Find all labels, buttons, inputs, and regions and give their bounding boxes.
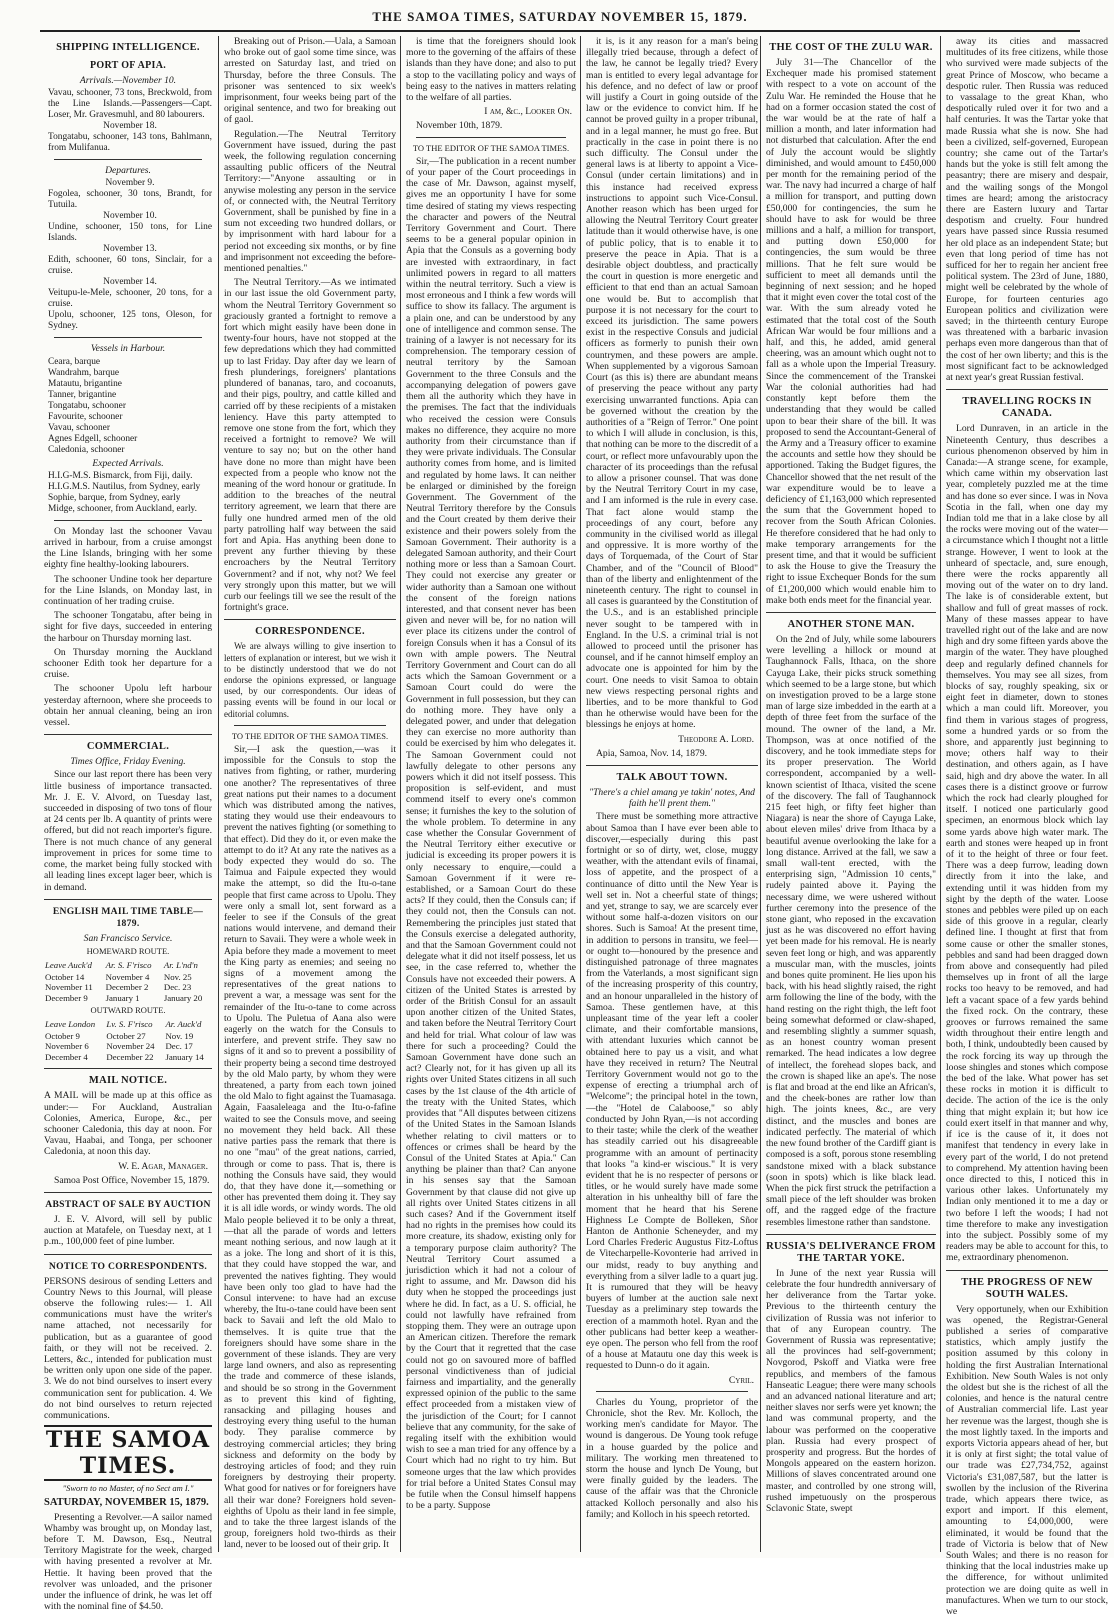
harbour-list [44,357,212,456]
list-item: Wandrahm, barque [48,367,120,378]
table-header: Ar. Auck'd [165,1019,202,1030]
homeward-table [44,959,212,1003]
stone-man-body: On the 2nd of July, while some labourers were levelling a hillock or mound at Taughannock Falls, Ithaca, on the shore Cayuga Lake, their picks struck something which seemed to be a large stone, but which on investigation proved to be a large stone man of large size imbedded in the earth at a depth of three feet from the surface of the mound. The owner of the land, a Mr. Thompson, was at once notified of the discovery, and he took immediate steps for its proper preservation. The World correspondent, accompanied by a well-known scientist of Ithaca, visited the scene of the discovery. The fall of Taughannock 215 feet high, or fifty feet higher than Niagara) is near the shore of Cayuga Lake, about eleven miles' drive from Ithaca by a beautiful avenue overlooking the lake for a long distance. Arrived at the fall, we saw a small wall-tent erected, with the enterprising sign, "Admission 10 cents," rudely painted above it. Paying the necessary dime, we were ushered without further ceremony into the presence of the stone giant, who reposed in the excavation just as he was discovered no effort having yet been made for his removal. He is nearly seven feet long or high, and was apparently a muscular man, with the muscles, joints and bones quite prominent. He lies upon his back, with his head slightly raised, the right arm following the line of the body, with the hand resting on the right thigh, the left foot being somewhat deformed or claw-shaped, and resembling slightly a summer squash, as an honest country woman present remarked. The head indicates a low degree of intellect, the forehead slopes back, and the crown is shaped like an ape's. The nose is flat and broad at the end like an African's, and the cheek-bones are rather low than high. The joints knees, &c., are very distinct, and the muscles and bones are indicated perfectly. The material of which the new found brother of the Cardiff giant is composed is a soft, porous stone resembling sandstone mixed with a black substance (soon in spots) which is like black lead. When the pick first struck the petrifaction a small piece of the left shoulder was broken off, and the ragged edge of the fracture resembles limestone rather than sandstone. [766,633,936,1228]
article-para: Regulation.—The Neutral Territory Government have issued, during the past week, the following regulation concerning assaulting public officers of the Neutral Territory:—"Anyone assaulting or in anywise molesting any person in the service of, or connected with, the Neutral Territory Government, shall be punished by fine in a sum not exceeding two hundred dollars, or by imprisonment with hard labour for a period not exceeding six months, or by fine and imprisonment not exceeding the before-mentioned penalties." [224,128,396,275]
list-item: Fogolea, schooner, 30 tons, Brandt, for Tutuila. [48,189,212,211]
table-row [44,1041,212,1052]
list-item: Veitupu-le-Mele, schooner, 20 tons, for a cruise. [48,288,212,310]
correspondents-body: PERSONS desirous of sending Letters and Country News to this Journal, will please observe the following rules:— 1. All communications must have the writer's name attached, not necessarily for publication, but as a guarantee of good faith, or they will not be received. 2. Letters, &c., intended for publication must be written only upon one side of the paper. 3. We do not bind ourselves to insert every communication sent for publication. 4. We do not bind ourselves to return rejected communications. [44,1275,212,1421]
list-item: November 9. [105,178,155,189]
article-para: Charles du Young, proprietor of the Chronicle, shot the Rev. Mr. Kolloch, the working men's candidate for Mayor. The wound is dangerous. De Young took refuge in a house guarded by the police and military. The working men threatened to storm the house and lynch De Young, but were finally guided by the leaders. The cause of the affair was that the Chronicle attacked Kolloch personally and also his family; and Kolloch in his speech retorted. [586,1396,758,1520]
newspaper-title: THE SAMOA TIMES. [45,1427,211,1480]
table-cell: October 27 [106,1030,146,1041]
shipping-para: The schooner Upolu left harbour yesterday afternoon, where she proceeds to obtain her annual cleaning, being an iron vessel. [44,683,212,729]
table-cell: October 9 [45,1030,80,1041]
list-item: Undine, schooner, 150 tons, for Line Islands. [48,222,212,244]
arrivals-list [44,88,212,154]
column-3 [406,36,576,1552]
table-row [44,982,212,993]
mail-table-heading: ENGLISH MAIL TIME TABLE—1879. [52,905,204,929]
list-item: November 14. [103,277,157,288]
masthead-text: THE SAMOA TIMES, SATURDAY NOVEMBER 15, 1879. [372,9,748,24]
talk-quote: "There's a chiel amang ye takin' notes, And faith he'll prent them." [589,787,755,810]
russia-heading: RUSSIA'S DELIVERANCE FROM THE TARTAR YOKE. [766,1240,936,1264]
correspondence-heading: CORRESPONDENCE. [255,626,365,638]
shipping-para: The schooner Undine took her departure for the Line Islands, on Monday last, in continuation of her trading cruise. [44,573,212,608]
table-cell: December 9 [45,992,88,1003]
list-item: Upolu, schooner, 125 tons, Oleson, for Sydney. [48,310,212,332]
commercial-heading: COMMERCIAL. [86,741,170,753]
homeward-heading: HOMEWARD ROUTE. [86,945,170,956]
table-cell: December 4 [45,1051,88,1062]
auction-heading: ABSTRACT OF SALE BY AUCTION [45,1198,211,1210]
mail-notice-body: A MAIL will be made up at this office as under:— For Auckland, Australian Colonies, America, Europe, &c., per schooner Caledonia, this day at noon. For Vavau, Haabai, and Tonga, per schooner Caledonia, at noon this day. [44,1090,212,1158]
table-row [44,1052,212,1063]
list-item: Caledonia, schooner [48,444,125,455]
table-header: Lv. S. F'risco [106,1019,153,1030]
list-item: Agnes Edgell, schooner [48,433,138,444]
list-item: H.I.G.M.S. Nautilus, from Sydney, early [48,481,201,492]
table-row [44,1031,212,1042]
nsw-body: Very opportunely, when our Exhibition was opened, the Registrar-General published a series of comparative statistics, which amply justify the position assumed by this colony in holding the first Australian International Exhibition. New South Wales is not only the oldest but she is the richest of all the colonies, and hence is the natural centre of Australian commercial life. Last year her revenue was the largest, though she is the most lightly taxed. In the imports and exports Victoria appears ahead of her, but it is only at first sight; the total value of our trade was £27,734,752, against Victoria's £31,087,587, but the latter is swollen by the inclusion of the Riverina trade, which appears there twice, as export and import. If this element, amounting to £4,000,000, were eliminated, it would be found that the trade of Victoria is below that of New South Wales; and there is no reason for thinking that the local industries make up the difference, for without unlimited protection we are doing quite as well in manufactures. When we turn to our stock, we [946,1303,1108,1617]
table-cell: November 4 [105,971,150,982]
letter-date: Apia, Samoa, Nov. 14, 1879. [596,747,708,759]
stone-man-heading: ANOTHER STONE MAN. [787,618,915,630]
russia-body-cont: away its cities and massacred multitudes of its free citizens, while those who survived were made subjects of the great Prince of Moscow, who became a despotic ruler. Then Russia was reduced to vassalage to the great Khan, who despotically ruled over it for two and a half centuries. It was the Tartar yoke that made Russia what she is now. She had been a civilized, self-governed, European country; she came out of the Tartar's hands but the yoke is still felt among the peasantry; there are misery and despair, and the wailing songs of the Mongol times are heard; among the aristocracy there are Eastern luxury and Tartar despotism and cruelty. Four hundred years have passed since Russia resumed her old place as an independent State; but even that long period of time has not sufficed for her to regain her ancient free political system. The 23rd of June, 1880, might well be celebrated by the whole of Europe, for fourteen centuries ago European politics and civilization were saved; in the thirteenth century Europe was threatened with a barbaric invasion perhaps even more dangerous than that of the cost of her own liberty; and this is the most significant fact to be acknowledged at next year's great Russian festival. [946,36,1108,384]
table-cell: January 14 [165,1051,204,1062]
shipping-para: On Monday last the schooner Vavau arrived in harbour, from a cruise amongst the Line Islands, bringing with her some eighty fine healthy-looking labourers. [44,525,212,571]
canada-body: Lord Dunraven, in an article in the Nineteenth Century, thus describes a curious phenomenon observed by him in Canada:—A strange scene, for example, which came within my observation last year, completely puzzled me at the time and has done so ever since. I was in Nova Scotia in the fall, when one day my Indian told me that in a lake close by all the rocks were moving out of the water—a circumstance which I thought not a little strange. However, I went to look at the unheard of spectacle, and, sure enough, there were the rocks apparently all moving out of the water on to dry land. The lake is of considerable extent, but shallow and full of great masses of rock. Many of these masses appear to have travelled right out of the lake and are now high and dry some fifteen yards above the margin of the water. They have ploughed deep and regularly defined channels for themselves. You may see all sizes, from blocks of say, roughly speaking, six or eight feet in diameter, down to stones which a man could lift. Moreover, you find them in various stages of progress, some a hundred yards or so from the shore, and apparently just beginning to move; others half way to their destination, and others again, as I have said, high and dry above the water. In all cases there is a distinct groove or furrow which the rock had clearly ploughed for itself. I noticed one particularly good specimen, an enormous block which lay some yards above high water mark. The earth and stones were heaped up in front of it to the height of three or four feet. There was a deep furrow, leading down directly from it into the lake, and extending until it was hidden from my sight by the depth of the water. Loose stones and pebbles were piled up on each side of this groove in a regular, clearly defined line. I thought at first that from some cause or other the smaller stones, pebbles and sand had been dragged down from above and consequently had piled themselves up in front of all the large rocks too heavy to be removed, and had left a vacant space of a few yards behind the fixed rock. On the contrary, these grooves or furrows remained the same width throughout their entire length and both, I think, undoubtedly been caused by the rock forcing its way up through the loose shingles and stones which compose the bed of the lake. What power has set these rocks in motion it is difficult to decide. The action of the ice is the only thing that might explain it; but how ice could exert itself in that manner and why, if ice is the cause of it, it does not manifest that tendency in every lake in every part of the world, I do not pretend to comprehend. My attention having been once directed to this, I noticed this in various other lakes. Unfortunately my Indian only mentioned it to me a day or two before I left the woods; I had not time therefore to make any investigation into the subject. Possibly some of my readers may be able to account for this, to me, extraordinary phenomenon. [946,423,1108,1264]
table-cell: November 6 [45,1041,89,1052]
column-divider [940,36,941,1552]
arrivals-heading: Arrivals.—November 10. [79,75,177,86]
shipping-para: On Thursday morning the Auckland schooner Edith took her departure for a cruise. [44,646,212,681]
harbour-heading: Vessels in Harbour. [90,343,166,355]
table-header: Leave Auck'd [45,960,92,971]
page-masthead [40,4,1080,32]
talk-body: There must be something more attractive about Samoa than I have ever been able to discover,—especially during this past fortnight or so of dirty, wet, close, muggy weather, with the attendant evils of finamai, loss of appetite, and the prospect of a continuance of ditto until the New Year is well set in. Not a cheerful state of things; and yet, strange to say, we are scarcely ever without some half-a-dozen visitors on our shores. Such is Samoa! At the present time, in addition to persons in transitu, we feel—or ought to—honoured by the presence and distinguished patronage of three magnates from the Vaterlands, a most significant sign of the increasing prosperity of this country, and an honour unparalleled in the history of Samoa. These gentlemen have, at this unpleasant time of the year left a cooler climate, and their comfortable mansions, with attendant luxuries which cannot be obtained here to pay us a visit, and what have they received in return? The Neutral Territory Government would not go to the expense of erecting a triumphal arch of "Welcome"; the principal hotel in the town,—the "Hotel de Calaboose," so ably conducted by John Ryan,—is not according to their taste; while the clerk of the weather has steadily carried out his disagreeable programme with an amount of pertinacity that looks "a kind-er wiscious." It is very evident that he is no respecter of persons or titles, or he would surely have made some alteration in his unhealthy bill of fare the moment that he heard that his Serene Highness Le Compte de Bolleken, Sñor Hanton de Anthonie Scheneyder, and my Lord Charles Frederic Augustus Fitz-Loftus de Vitecharpelle-Kovonterie had arrived in our midst, ready to buy anything and everything from a silver ladle to a quart jug. It is rumoured that they will be heavy buyers of lumber at the auction sale next Tuesday as a preliminary step towards the erection of a mammoth hotel. Ryan and the other publicans had better keep a weather-eye open. The person who fell from the roof of a house at Matautu one day this week is requested to Dunn-o do it again. [586,811,758,1372]
correspondents-heading: NOTICE TO CORRESPONDENTS. [48,1260,208,1272]
table-row [44,972,212,983]
mail-table-sub: San Francisco Service. [83,932,173,944]
talk-signature: Cyril. [728,1374,754,1386]
list-item: Midge, schooner, from Auckland, early. [48,503,197,514]
commercial-sub: Times Office, Friday Evening. [70,756,186,768]
list-item: Tongatabu, schooner, 143 tons, Bahlmann, from Mulifanua. [48,132,212,154]
zulu-body: July 31—The Chancellor of the Exchequer made his promised statement with respect to a vote on account of the Zulu War. He reminded the House that he had on a former occasion stated the cost of the war would be at the rate of half a million a month, and later information had not disturbed that calculation. After the end of July the account would be slightly diminished, and would amount to £450,000 per month for the remaining period of the war. The navy had incurred a charge of half a million for transport, and putting down £50,000 for contingencies, the sum he should have to ask for would be three millions and a half, a million for transport, and putting down £50,000 for contingencies, the sum would be three millions. That he felt sure would be sufficient to meet all demands until the beginning of next session; and he hoped that it might even cover the total cost of the war. With the sum already voted he estimated that the total cost of the South African War would be four millions and a half, and this, he added, amid general cheering, was an amount which ought not to fall as a whole upon the Imperial Treasury. Since the commencement of the Transkei War the colonial authorities had had constantly kept before them the understanding that they would be called upon to bear their share of the bill. It was proposed to send the Accountant-General of the Army and a Treasury officer to examine the accounts and settle how they should be apportioned. Taking the Budget figures, the Chancellor showed that the net result of the war expenditure would be to leave a deficiency of £1,163,000 which represented the sum that the Government hoped to recover from the South African Colonies. He therefore considered that he had only to make temporary arrangements for the present time, and that it would be sufficient to ask the House to give the Treasury the right to issue Exchequer Bonds for the sum of £1,200,000 which would enable him to make both ends meet for the financial year. [766,57,936,606]
shipping-heading: SHIPPING INTELLIGENCE. [56,42,200,53]
canada-heading: TRAVELLING ROCKS IN CANADA. [962,396,1092,420]
article-para: Breaking out of Prison.—Uala, a Samoan who broke out of gaol some time since, was arrested on Saturday last, and tried on Thursday, before the three Consuls. The prisoner was sentenced to six week's imprisonment, four weeks being part of the original sentence, and two for breaking out of gaol. [224,36,396,126]
table-cell: Dec. 17 [165,1041,193,1052]
column-2 [224,36,396,1552]
column-4 [586,36,758,1552]
column-6 [946,36,1108,1617]
list-item: November 18. [103,121,157,132]
newspaper-motto: "Sworn to no Master, of no Sect am I." [62,1483,194,1494]
list-item: H.I.G-M.S. Bismarck, from Fiji, daily. [48,470,193,481]
article-para: The Neutral Territory.—As we intimated in our last issue the old Government party, whom the Neutral Territory Government so graciously granted a fortnight to remove a fort which might easily have been done in twenty-four hours, have not stopped at the few depredations which they had committed up to last Friday. Day after day we learn of fresh plunderings, foreigners' plantations plundered of bananas, taro, and cocoanuts, and their pigs, poultry, and cattle killed and carried off by these recipients of a mistaken leniency. Have this party attempted to remove one stone from the fort, which they received a fortnight to remove? We will venture to say no; but on the other hand have done no more than might have been expected from a people who know not the meaning of the word honour or gratitude. In addition to the breaches of the neutral territory agreement, we learn that there are fully one hundred armed men of the old party patrolling half way between the said fort and Apia. Has anything been done to prevent any further thieving by these encroachers by the Neutral Territory Government? and if not, why not? We feel very strongly upon this matter, but we will curb our feelings till we see the result of the fortnight's grace. [224,277,396,614]
table-cell: Dec. 23 [163,982,192,993]
correspondence-intro: We are always willing to give insertion to letters of explanation or interest, but we wish it to be distinctly understood that we do not endorse the opinions expressed, or language used, by our correspondents. Our ideas of passing events will be found in our local or editorial columns. [224,641,396,719]
table-header: Leave London [45,1019,96,1030]
list-item: November 10. [103,211,157,222]
mail-notice-heading: MAIL NOTICE. [88,1075,168,1087]
letter-signature: Theodore A. Lord. [678,733,754,745]
talk-heading: TALK ABOUT TOWN. [616,772,728,783]
letter-body: Sir,—I ask the question,—was it impossible for the Consuls to stop the natives from fighting, or rather, murdering one another? The representatives of three great nations put their names to a document which was distributed among the natives, stating they would use their endeavours to prevent the natives fighting (or something to that effect). Did they do it, or even make the attempt to do it? At any rate the natives as a body expected they would do so. The Taimua and Faipule expected they would make the attempt, so did the Itu-o-tane people that first came across to Upolu. They were only a small lot, sent forward as a feeler to see if the Consuls of the great nations would intervene, and demand their return to Savaii. They were a whole week in Apia before they made a movement to meet the King party as enemies; and seeing no signs of a movement among the representatives of the great nations to prevent a war, a message was sent for the remainder of the Itu-o-tane to come across to Upolu. The Puletua of Aana also were eagerly on the watch for the Consuls to interfere, and prevent strife. They saw no signs of it and so to prevent a possibility of their property being a second time destroyed by the old Malo party, by whom they were threatened, a party from each town joined the old Malo to fight against the Tuamasaga. Again, Faasaleleaga and the Itu-o-fafine waited to see the Consuls move, and seeing no movement they held back. All these native parties pass the remark that there is no one "mau" of the great nations, carried, through or come to pass. That is, there is nothing the Consuls have said, they would do, that they have done it,—something or other has prevented them doing it. They say it is all idle words, or windy words. The old Malo people believed it to be only a threat,—that all the parade of words and letters meant nothing serious, and now laugh at it as a joke. The long and short of it is this, that they could have stopped the war, and prevented the natives fighting. They would have been only too glad to have had the Consul intervene: to have had an excuse whereby, the Itu-o-tane could have been sent back to Savaii and left the old Malo to themselves. It is quite true that the foreigners should have some share in the government of these islands. They are very large land owners, and also as representing the trade and commerce of these islands, and should be so strong in the Government as to prevent this kind of fighting, ransacking and pillaging houses and destroying every thing useful to the human body. They paralise commerce by destroying commercial articles; they bring sickness and deformity on the body by destroying articles of food; and they ruin foreigners by destroying their property. What good for natives or for foreigners have all their war done? Foreigners hold seven-eighths of Upolu as their land in fee simple, and to take the three largest islands of the group, foreigners hold two-thirds as their land, never to be loosed out of their grip. It [224,743,396,1551]
zulu-heading: THE COST OF THE ZULU WAR. [769,42,933,53]
letter-heading: TO THE EDITOR OF THE SAMOA TIMES. [231,730,389,741]
table-cell: December 2 [105,982,149,993]
table-cell: January 1 [105,992,140,1003]
letter-date: November 10th, 1879. [416,120,503,132]
table-cell: December 22 [106,1051,154,1062]
table-cell: Nov. 19 [165,1030,194,1041]
nsw-heading: THE PROGRESS OF NEW SOUTH WALES. [961,1276,1093,1300]
commercial-body: Since our last report there has been very little business of importance transacted. Mr. J. E. V. Alvord, on Tuesday last, succeeded in disposing of two tons of flour at 24 cents per lb. A quantity of prints were offered, but did not reach importer's figure. There is not much chance of any general improvement in prices for some time to come, the market being fully stocked with all leading lines except lager beer, which is in demand. [44,769,212,893]
expected-list [44,471,212,515]
column-divider [400,36,401,1552]
outward-heading: OUTWARD ROUTE. [90,1005,166,1016]
letter-heading: TO THE EDITOR OF THE SAMOA TIMES. [412,142,570,153]
list-item: Edith, schooner, 60 tons, Sinclair, for a cruise. [48,255,212,277]
expected-heading: Expected Arrivals. [92,457,164,469]
table-cell: November 24 [106,1041,155,1052]
column-divider [580,36,581,1552]
list-item: Matautu, brigantine [48,378,122,389]
port-heading: PORT OF APIA. [89,60,167,71]
table-header: Ar. S. F'risco [105,960,152,971]
list-item: Sophie, barque, from Sydney, early [48,492,181,503]
list-item: Vavau, schooner [48,422,110,433]
table-cell: Nov. 25 [163,971,192,982]
letter-body: is time that the foreigners should look more to the governing of the affairs of these islands than they have done; and also to put a stop to the vacillating policy and ways of being easy to the natives in matters relating to the welfare of all parties. [406,36,576,104]
mail-notice-signature: W. E. Agar, Manager. [118,1160,208,1172]
table-cell: October 14 [45,971,85,982]
shipping-para: The schooner Tongatabu, after being in sight for five days, succeeded in entering the harbour on Thursday morning last. [44,610,212,644]
list-item: Ceara, barque [48,356,101,367]
list-item: Tongatabu, schooner [48,400,126,411]
outward-table [44,1018,212,1062]
list-item: Vavau, schooner, 73 tons, Breckwold, from the Line Islands.—Passengers—Capt. Loser, Mr. Gravesmuhl, and 80 labourers. [48,88,212,121]
issue-date: SATURDAY, NOVEMBER 15, 1879. [44,1497,209,1509]
table-header: Ar. L'nd'n [163,960,198,971]
list-item: Favourite, schooner [48,411,123,422]
column-5 [766,36,936,1552]
letter-body: Sir,—The publication in a recent number of your paper of the Court proceedings in the case of Mr. Dawson, against myself, gives me an opportunity I have for some time desired of stating my views respecting the character and powers of the Neutral Territory Government and Court. There seems to be a general popular opinion in Apia that the Consuls as a governing body are invested with extraordinary, in fact unlimited powers in regard to all matters within the neutral territory. Such a view is most erroneous and I think a few words will suffice to show its fallacy. The argument is a plain one, and can be understood by any one of intelligence and common sense. The training of a lawyer is not necessary for its comprehension. The temporary cession of neutral territory by the Samoan Government to the three Consuls and the accompanying delegation of powers gave them all the authority which they have in the premises. The fact that the individuals who received the cession were Consuls makes no difference, they acquire no more authority from their circumstance than if they were private individuals. The Consular authority comes from home, and is limited and regulated by home laws. It can neither be enlarged or diminished by the foreign Government. The Government of the Neutral Territory therefore by the Consuls and the Court created by them derive their existence and their powers solely from the Samoan Government. Their authority is a delegated Samoan authority, and their Court nothing more or less than a Samoan Court. They could not exercise any greater or wider authority than a Samoan one without the consent of the foreign nations interested, and that consent never has been given and never will be, for no nation will ever place its citizens under the control of foreign Consuls when it has a Consul of its own with ample powers. The Neutral Territory Government and Court can do all acts which the Samoan Government or a Samoan Court could do were the Government in full possession, but they can do nothing more. They have only a delegated power, and under that delegation they can exercise no more authority than could be exercised by him who delegates it. The Samoan Government could not lawfully delegate to other persons any powers which it did not itself possess. This proposition is self-evident, and must commend itself to every one's common sense; it furnishes the key to the solution of the whole problem. To determine in any case whether the Consular Government of the Neutral Territory either executive or judicial is exceeding its proper powers it is only necessary to enquire,—could a Samoan Government if it were re-established, or a Samoan Court do these acts? If they could, then the Consuls can; if they could not, then the Consuls can not. Remembering the principles just stated that the Consuls exercise a delegated authority, and that the Samoan Government could not delegate what it did not itself possess, let us see, in the case referred to, whether the Consuls have not exceeded their powers. A citizen of the United States is arrested by order of the British Consul for an assault upon another citizen of the United States, and taken before the Neutral Territory Court and held for trial. What colour of law was there for such a proceeding? Could the Samoan Government have done such an act? Clearly not, for it has given up all its rights over United States citizens in all such cases by the 1st clause of the 4th article of the treaty with the United States, which provides that "All disputes between citizens of the United States in the Samoan Islands whether relating to civil matters or to offences or crimes shall be heard by the Consul of the United States at Apia." Can anything be plainer than that? Can anyone in his senses say that the Samoan Government by that clause did not give up all rights over United States citizens in all such cases? And if the Government itself had no rights in the premises how could its more creature, its shadow, existing only for a temporary purpose claim authority? The Neutral Territory Court assumed a jurisdiction which it had not a colour of right to assume, and Mr. Dawson did his duty when he stopped the proceedings just where he did. In fact, as a U. S. official, he could not lawfully have refrained from stopping them. They were an outrage upon an American citizen. Therefore the remark by the Court that it regretted that the case could not go on savoured more of baffled personal vindictiveness than of judicial fairness and impartiality, and the generally expressed opinion of the public to the same effect proceeded from a mistaken view of the jurisdiction of the Court; for I cannot believe that any community, for the sake of regaling itself with the exhibition would wish to see a man tried for any offence by a Court which had no right to try him. But someone urges that the law which provides for trial before a United States Consul may be futile when the Consul himself happens to be a party. Suppose [406,155,576,1512]
column-divider [218,36,219,1552]
list-item: November 13. [103,244,157,255]
russia-body: In June of the next year Russia will celebrate the four hundredth anniversary of her deliverance from the Tartar yoke. Previous to the thirteenth century the civilization of Russia was not inferior to that of any European country. The Government of Russia was representative; all the provinces had self-government; Novgorod, Pskoff and Viatka were free republics, and members of the famous Hanseatic League; there were many schools and an advanced national literature and art; neither slaves nor serfs were yet known; the land was communal property, and the labour was performed on the cooperative plan. Russia had every prospect of prosperity and progress. But the hordes of Mongols appeared on the eastern horizon. Millions of slaves concentrated around one master, and controlled by one strong will, rushed impetuously on the prosperous Sclavonic State, swept [766,1267,936,1514]
letter-body: it is, is it any reason for a man's being illegally tried because, through a defect of the law, he cannot be legally tried? Every man is entitled to every legal advantage for his defence, and no defect of law or proof will justify a Court in going outside of the law or the evidence to convict him. If he cannot be proved guilty in a proper tribunal, and in a legal manner, he must go free. But practically in the case in point there is no such difficulty. The Consul under the general laws is at liberty to appoint a Vice-Consul (under certain limitations) and in this instance had received express instructions to appoint such Vice-Consul. Another reason which has been urged for allowing the Neutral Territory Court greater latitude than it would otherwise have, is one of public policy, that is to enable it to preserve the peace in Apia. That is a desirable object doubtless, and practically the court in question is more energetic and efficient to that end than an actual Samoan one would be. But to accomplish that purpose it is not necessary for the court to exceed its jurisdiction. The same powers exist in the respective Consuls and judicial officers as formerly to punish their own countrymen, and these powers are ample. When supplemented by a vigorous Samoan Court (as this is) there are abundant means of preserving the peace without any party exercising unwarranted functions. Apia can be governed without the creation by the authorities of a "Reign of Terror." One point to which I will allude in conclusion, is this, that nothing can be more to the discredit of a court, or reflect more unfavourably upon the character of its proceedings than the refusal to allow a prisoner counsel. That was done by the Neutral Territory Court in my case, and I am informed is the rule in every case. That fact alone would stamp the proceedings of any court, before any community in the civilised world as illegal and oppressive. It is more worthy of the days of Torquemada, of the Court of Star Chamber, and of the "Council of Blood" than of the liberty and enlightenment of the nineteenth century. The right to counsel in all cases is guaranteed by the Constitution of the U.S., and is an established principle never sought to be tampered with in England. In the U.S. a criminal trial is not allowed to proceed until the prisoner has counsel, and if he cannot himself employ an advocate one is appointed for him by the court. One needs to visit Samoa to obtain new views respecting personal rights and liberties, and to be more thankful to God than he otherwise would have been for the blessings he enjoys at home. [586,36,758,731]
departures-heading: Departures. [105,165,151,177]
table-cell: November 11 [45,982,93,993]
list-item: Tanner, brigantine [48,389,117,400]
departures-list [44,178,212,332]
table-row [44,993,212,1004]
mail-notice-date: Samoa Post Office, November 15, 1879. [54,1174,210,1186]
lead-article: Presenting a Revolver.—A sailor named Whamby was brought up, on Monday last, before T. M. Dawson, Esq., Neutral Territory Magistrate for the week, charged with having presented a revolver at Mr. Hettie. It having been proved that the revolver was unloaded, and the prisoner under the influence of drink, he was let off with the nominal fine of $4.50. [44,1511,212,1613]
table-cell: January 20 [163,992,203,1003]
column-divider [760,36,761,1552]
letter-signature: I am, &c., Looker On. [484,106,572,118]
auction-body: J. E. V. Alvord, will sell by public auction at Matafele, on Tuesday next, at 1 p.m., 100,000 feet of pine lumber. [44,1213,212,1248]
column-1 [44,36,212,1613]
